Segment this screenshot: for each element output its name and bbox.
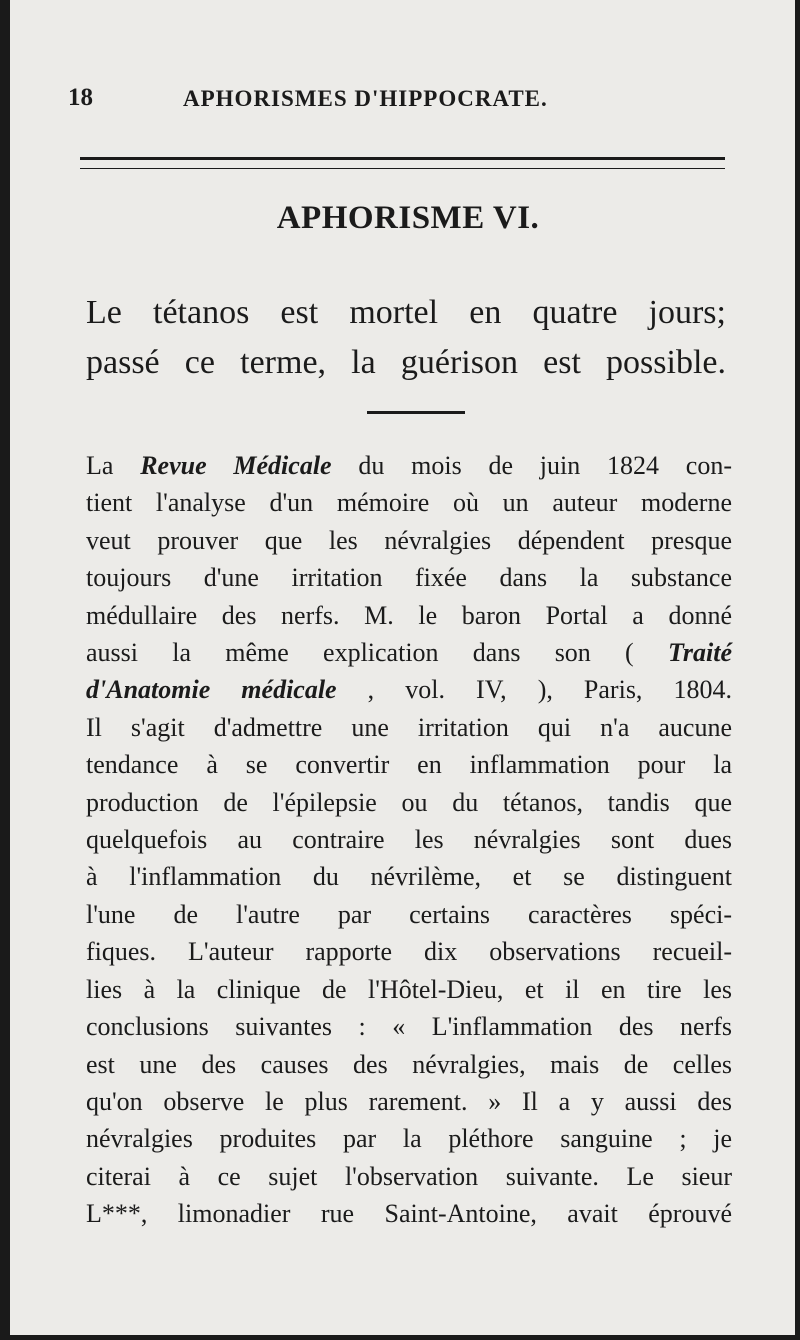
commentary-line <box>86 709 732 746</box>
text-run: l'une de l'autre par certains caractères spéci- <box>86 899 732 929</box>
commentary-line <box>86 1120 732 1157</box>
commentary-line <box>86 1158 732 1195</box>
commentary-line <box>86 447 732 484</box>
running-title: APHORISMES D'HIPPOCRATE. <box>183 86 548 111</box>
aphorism-line: passé ce terme, la guérison est possible. <box>86 344 726 381</box>
text-run: névralgies produites par la pléthore sanguine ; je <box>86 1124 732 1154</box>
text-run: tient l'analyse d'un mémoire où un auteur moderne <box>86 488 732 518</box>
commentary-line <box>86 821 732 858</box>
commentary-line <box>86 597 732 634</box>
italic-title: Traité <box>667 638 732 668</box>
text-run: fiques. L'auteur rapporte dix observations recueil- <box>86 937 732 967</box>
section-divider <box>367 411 465 414</box>
text-run: qu'on observe le plus rarement. » Il a y aussi des <box>86 1086 732 1116</box>
running-head <box>68 84 728 124</box>
text-run: tendance à se convertir en inflammation pour la <box>86 750 732 780</box>
header-rule-thick <box>80 157 725 160</box>
text-run: toujours d'une irritation fixée dans la substance <box>86 563 732 593</box>
text-run: du mois de juin 1824 con- <box>331 451 732 480</box>
text-run: conclusions suivantes : « L'inflammation des nerfs <box>86 1012 732 1042</box>
commentary-line <box>86 1046 732 1083</box>
commentary-line <box>86 559 732 596</box>
commentary-line <box>86 522 732 559</box>
page-number: 18 <box>68 84 93 111</box>
commentary-line <box>86 746 732 783</box>
text-run: médullaire des nerfs. M. le baron Portal a donné <box>86 600 732 630</box>
commentary-line <box>86 858 732 895</box>
commentary-line <box>86 1195 732 1232</box>
commentary-line <box>86 933 732 970</box>
italic-title: Revue Médicale <box>140 451 332 480</box>
text-run: lies à la clinique de l'Hôtel-Dieu, et il en tire les <box>86 974 732 1004</box>
italic-title: d'Anatomie médicale <box>86 675 337 705</box>
header-rule-thin <box>80 168 725 169</box>
commentary-line <box>86 784 732 821</box>
commentary-line <box>86 484 732 521</box>
commentary-line <box>86 1008 732 1045</box>
commentary-line <box>86 1083 732 1120</box>
text-run: L***, limonadier rue Saint-Antoine, avait éprouvé <box>86 1199 732 1229</box>
aphorism-text <box>86 288 726 388</box>
text-run: Il s'agit d'admettre une irritation qui n'a aucune <box>86 712 732 742</box>
commentary-line <box>86 971 732 1008</box>
book-page <box>10 0 795 1335</box>
text-run: à l'inflammation du névrilème, et se distinguent <box>86 862 732 892</box>
text-run: , vol. IV, ), Paris, 1804. <box>336 675 733 705</box>
text-run: est une des causes des névralgies, mais de celles <box>86 1049 732 1079</box>
text-run: veut prouver que les névralgies dépendent presque <box>86 525 732 555</box>
text-run: aussi la même explication dans son ( <box>86 638 668 668</box>
aphorism-heading: APHORISME VI. <box>276 200 540 236</box>
commentary-text <box>86 447 732 1233</box>
commentary-line <box>86 671 732 708</box>
text-run: La <box>86 451 141 480</box>
text-run: citerai à ce sujet l'observation suivante. Le sieur <box>86 1161 732 1191</box>
commentary-line <box>86 896 732 933</box>
text-run: quelquefois au contraire les névralgies sont dues <box>86 825 732 855</box>
aphorism-line: Le tétanos est mortel en quatre jours; <box>86 294 726 331</box>
text-run: production de l'épilepsie ou du tétanos, tandis que <box>86 787 732 817</box>
commentary-line <box>86 634 732 671</box>
